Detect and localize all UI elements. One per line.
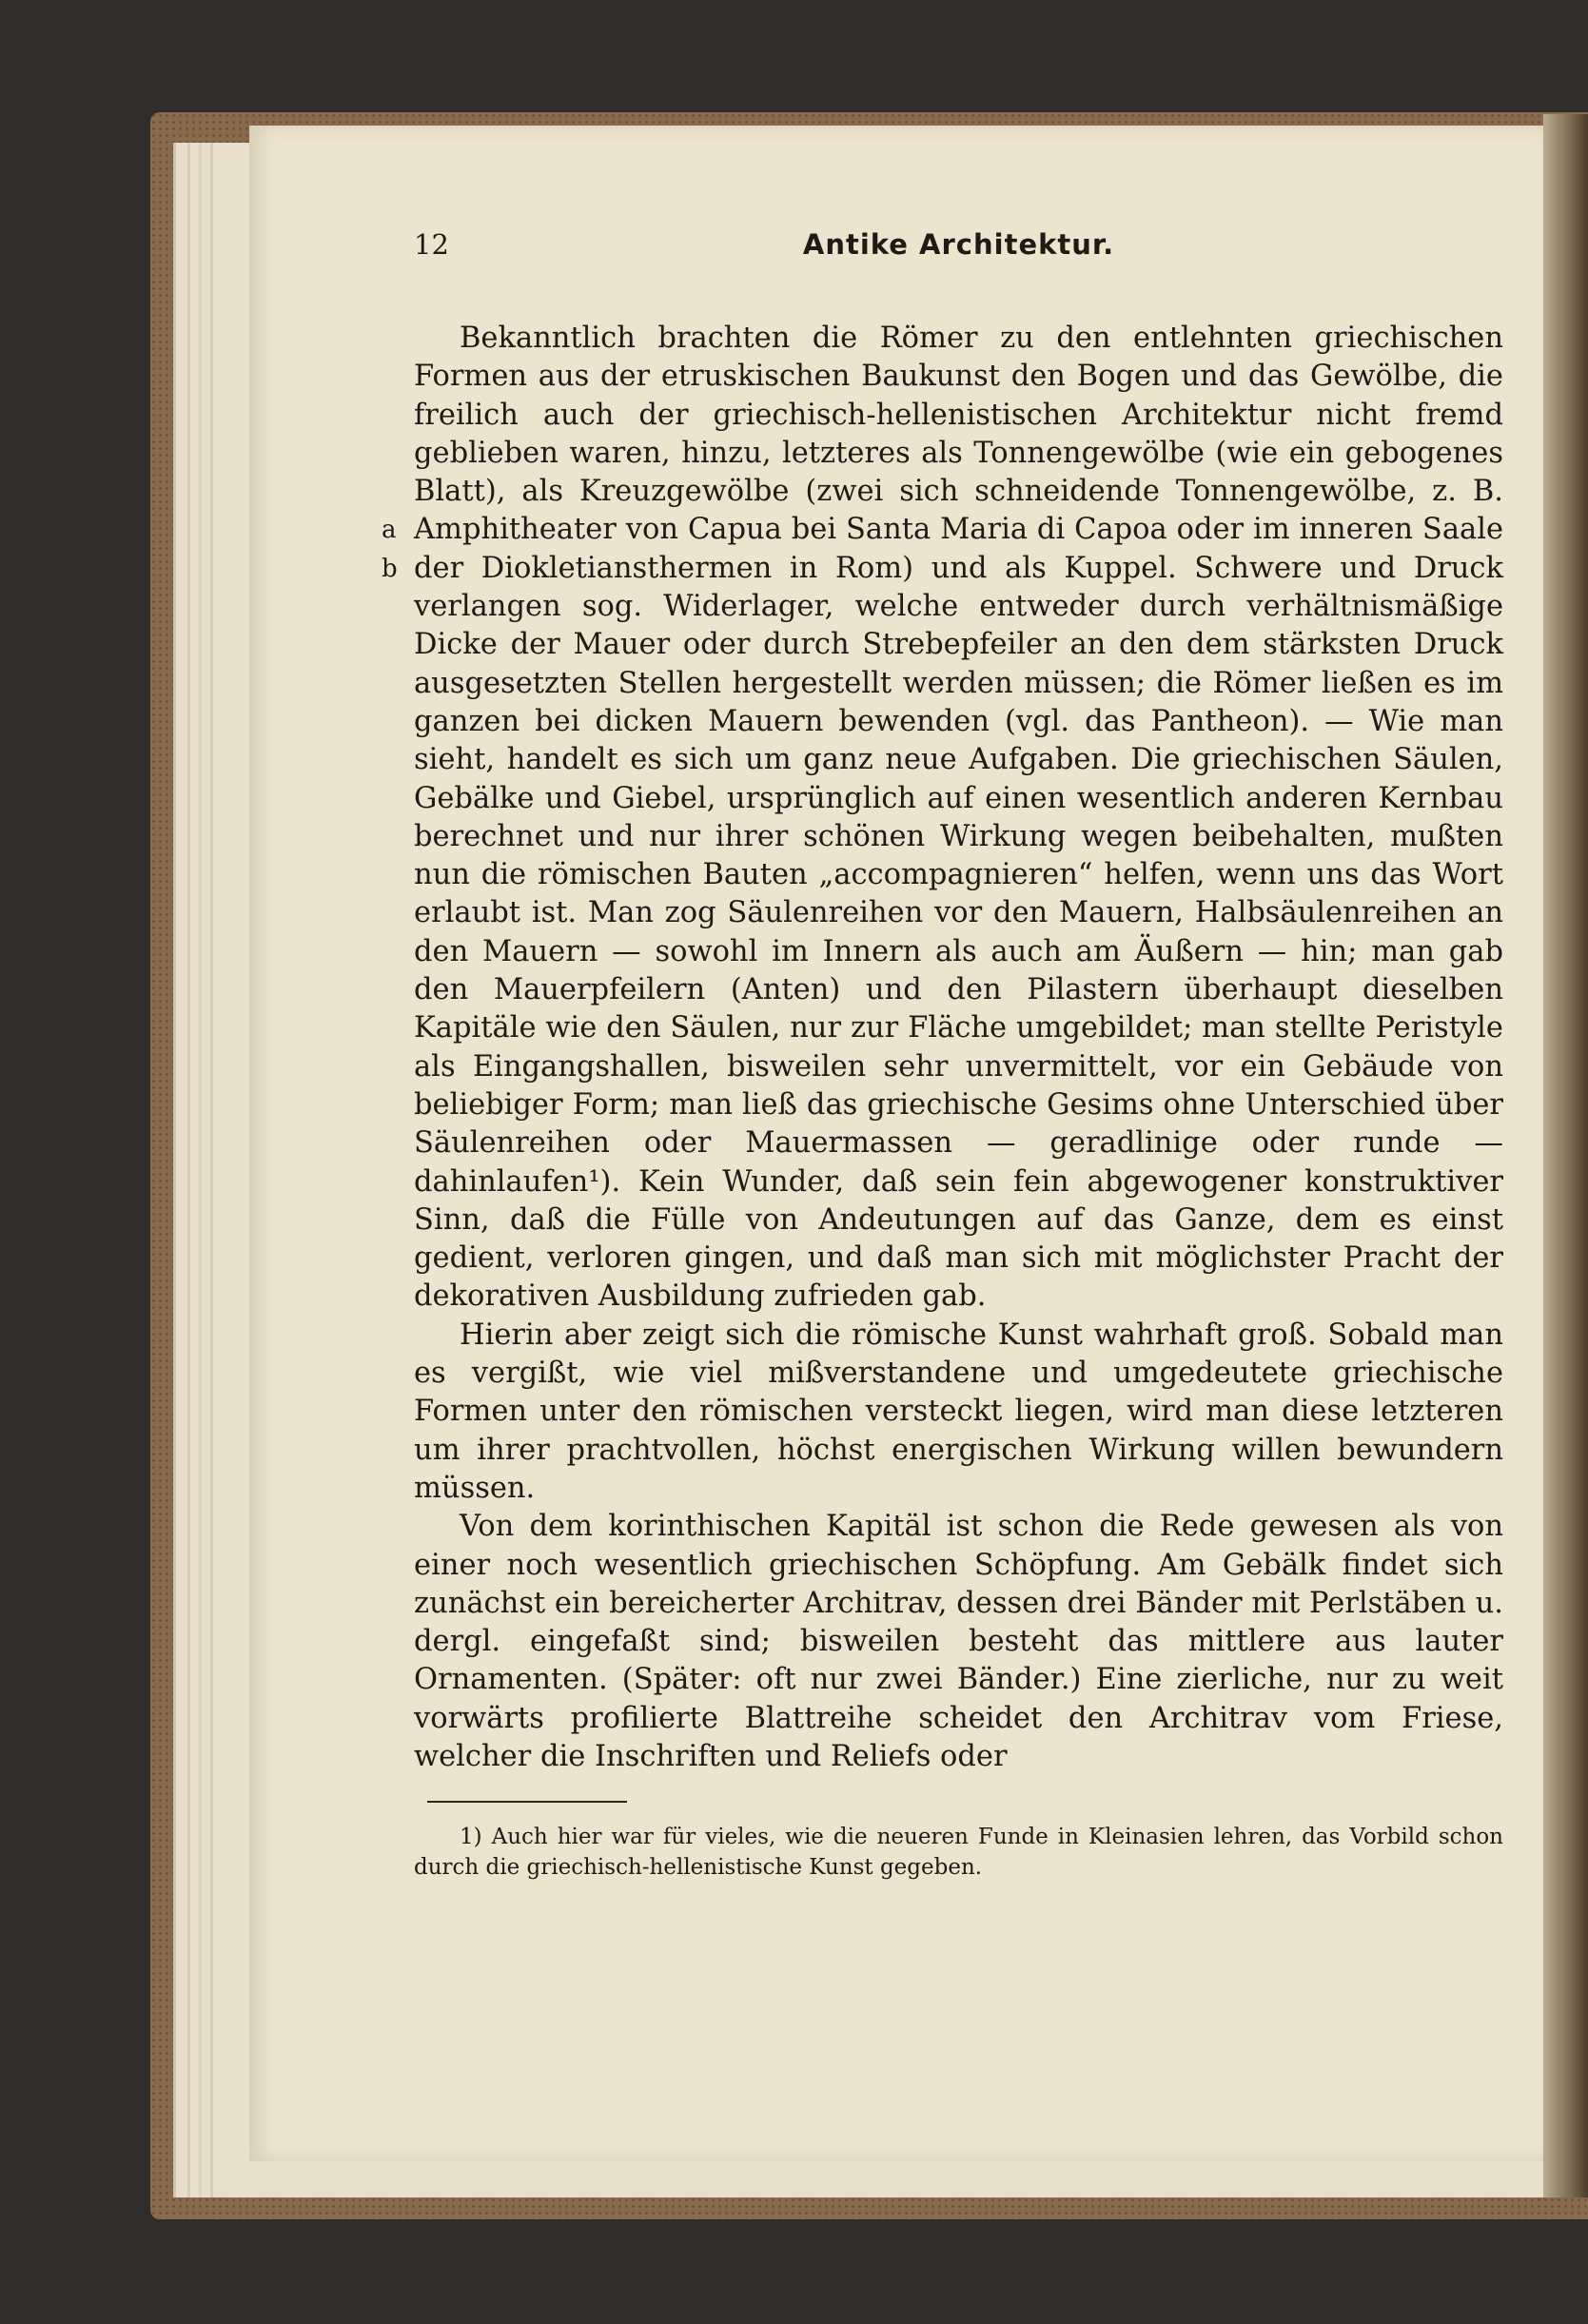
page-content <box>382 228 1503 1883</box>
book-gutter <box>1543 114 1588 2197</box>
page-header <box>414 228 1503 285</box>
paragraph-3: Von dem korinthischen Kapitäl ist schon die Rede gewesen als von einer noch wesentlich griechischen Schöpfung. Am Gebälk findet sich zunächst ein bereicherter Architrav, dessen drei Bänder mit Perlstäben u. dergl. eingefaßt sind; bisweilen besteht das mittlere aus lauter Ornamenten. (Später: oft nur zwei Bänder.) Eine zierliche, nur zu weit vorwärts profilierte Blattreihe scheidet den Architrav vom Friese, welcher die Inschriften und Reliefs oder <box>414 1510 1503 1773</box>
paragraph-2: Hierin aber zeigt sich die römische Kunst wahrhaft groß. Sobald man es vergißt, wie viel mißverstandene und umgedeutete griechische Formen unter den römischen versteckt liegen, wird man diese letzteren um ihrer prachtvollen, höchst energischen Wirkung willen bewundern müssen. <box>414 1318 1503 1505</box>
page-number: 12 <box>414 228 449 261</box>
running-title: Antike Architektur. <box>802 228 1115 261</box>
footnote-divider <box>427 1801 627 1803</box>
paragraph-1: Bekanntlich brachten die Römer zu den entlehnten griechischen Formen aus der etruskischen Baukunst den Bogen und das Gewölbe, die freilich auch der griechisch-hellenistischen Architektur nicht fremd geblieben waren, hinzu, letzteres als Tonnengewölbe (wie ein gebogenes Blatt), als Kreuzgewölbe (zwei sich schneidende Tonnengewölbe, z. B. Amphitheater von Capua bei Santa Maria di Capoa oder im inneren Saale der Diokletiansthermen in Rom) und als Kuppel. Schwere und Druck verlangen sog. Widerlager, welche entweder durch verhältnismäßige Dicke der Mauer oder durch Strebepfeiler an den dem stärksten Druck ausgesetzten Stellen hergestellt werden müssen; die Römer ließen es im ganzen bei dicken Mauern bewenden (vgl. das Pantheon). — Wie man sieht, handelt es sich um ganz neue Aufgaben. Die griechischen Säulen, Gebälke und Giebel, ursprünglich auf einen wesentlich anderen Kernbau berechnet und nur ihrer schönen Wirkung wegen beibehalten, mußten nun die römischen Bauten „accompagnieren“ helfen, wenn uns das Wort erlaubt ist. Man zog Säulenreihen vor den Mauern, Halbsäulenreihen an den Mauern — sowohl im Innern als auch am Äußern — hin; man gab den Mauerpfeilern (Anten) und den Pilastern überhaupt dieselben Kapitäle wie den Säulen, nur zur Fläche umgebildet; man stellte Peristyle als Eingangshallen, bisweilen sehr unvermittelt, vor ein Gebäude von beliebiger Form; man ließ das griechische Gesims ohne Unterschied über Säulenreihen oder Mauermassen — geradlinige oder runde — dahinlaufen¹). Kein Wunder, daß sein fein abgewogener konstruktiver Sinn, daß die Fülle von Andeutungen auf das Ganze, dem es einst gedient, verloren gingen, und daß man sich mit möglichster Pracht der dekorativen Ausbildung zufrieden gab. <box>414 322 1503 1314</box>
margin-note-a: a <box>382 516 397 544</box>
body-text <box>382 320 1503 1776</box>
footnote: 1) Auch hier war für vieles, wie die neueren Funde in Kleinasien lehren, das Vorbild schon durch die griechisch-hellenistische Kunst gegeben. <box>414 1825 1503 1881</box>
margin-note-b: b <box>382 555 398 583</box>
